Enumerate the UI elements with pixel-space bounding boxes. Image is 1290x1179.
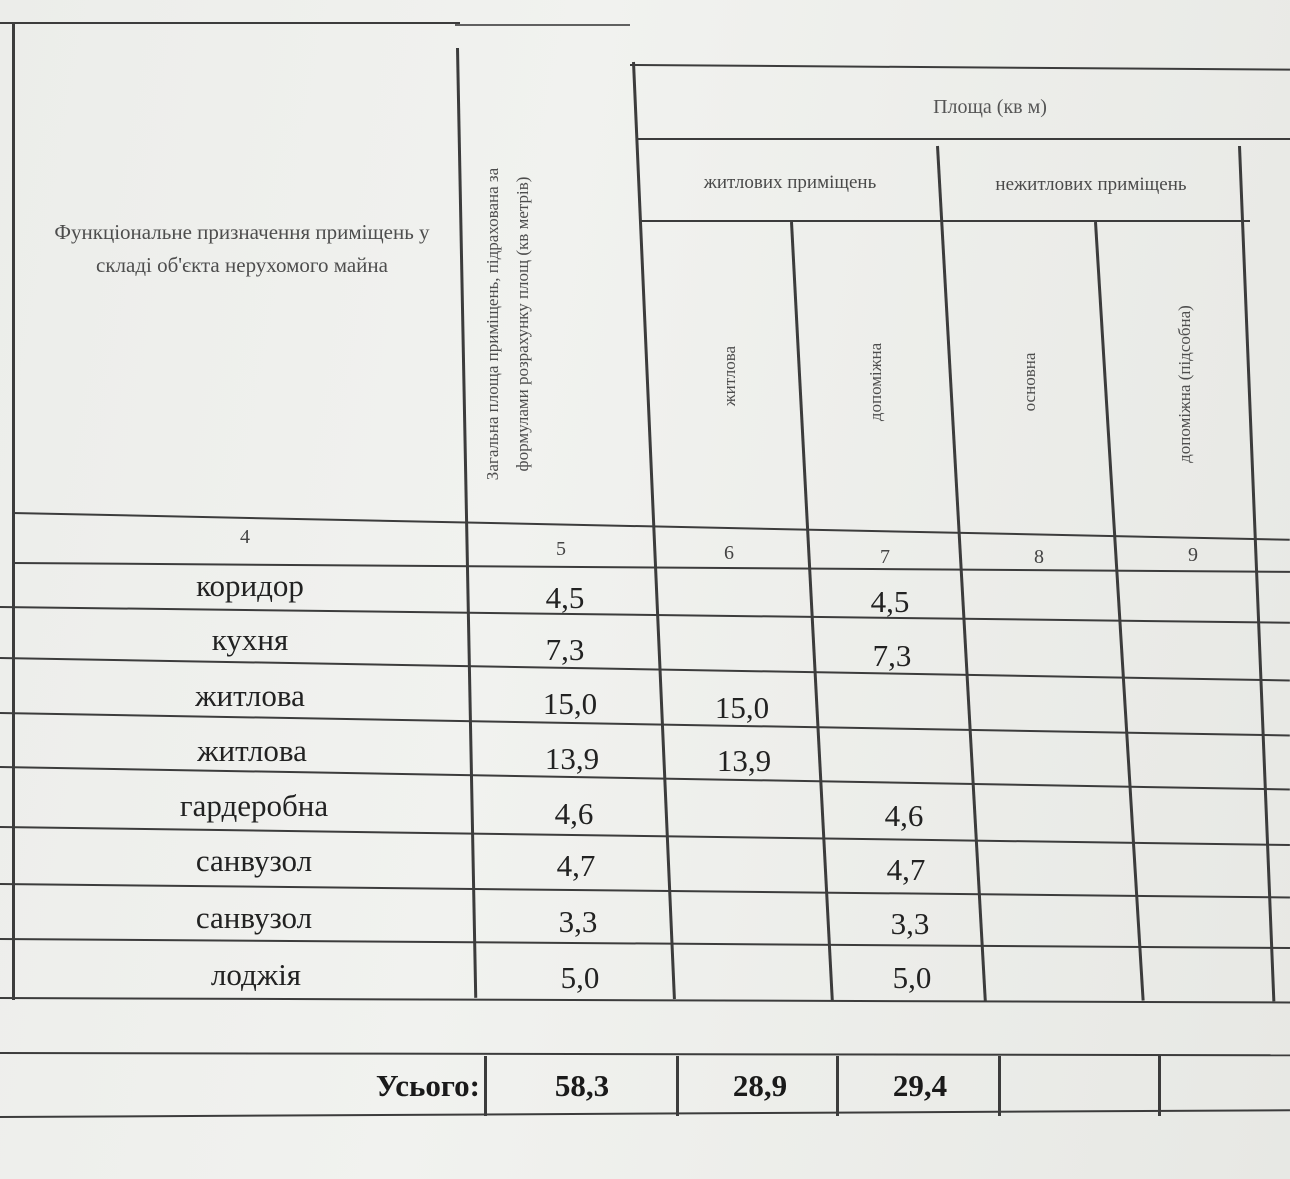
row-1-total: 4,5 — [545, 580, 585, 615]
top-underline — [455, 24, 630, 26]
row-3-living: 15,0 — [714, 690, 770, 725]
row-3-total: 15,0 — [542, 686, 598, 721]
totals-div-3 — [836, 1056, 839, 1116]
row-8-total: 5,0 — [560, 960, 600, 995]
row-2-name: кухня — [211, 622, 289, 657]
table-top-border — [0, 22, 460, 24]
col-divider-5 — [1094, 222, 1145, 1001]
row-7-aux: 3,3 — [890, 906, 930, 941]
totals-div-2 — [676, 1056, 679, 1116]
subheader-aux-service: допоміжна (підсобна) — [1175, 305, 1194, 463]
totals-total: 58,3 — [554, 1068, 610, 1103]
colnum-5: 5 — [556, 538, 566, 560]
totals-label: Усього: — [375, 1068, 480, 1103]
colnum-9: 9 — [1188, 544, 1198, 566]
row-1-name: коридор — [196, 568, 304, 603]
row-5-total: 4,6 — [554, 796, 594, 831]
nonresidential-group-title: нежитлових приміщень — [995, 174, 1187, 195]
area-group-divider — [636, 138, 1290, 140]
table-top-border-right — [630, 64, 1290, 71]
function-title: Функціональне призначення приміщень у складі об'єкта нерухомого майна — [54, 220, 430, 277]
col-divider-3 — [790, 222, 834, 1001]
totals-div-5 — [1158, 1056, 1161, 1116]
row-4-living: 13,9 — [716, 743, 772, 778]
row-6-name: санвузол — [195, 843, 313, 878]
col-divider-2 — [632, 62, 676, 999]
totals-div-4 — [998, 1056, 1001, 1116]
row-5-name: гардеробна — [179, 788, 329, 823]
row-8-aux: 5,0 — [892, 960, 932, 995]
row-7-total: 3,3 — [558, 904, 598, 939]
row-8-name: лоджія — [210, 957, 302, 992]
row-3-name: житлова — [195, 678, 305, 713]
row-4-name: житлова — [197, 733, 307, 768]
row-line-6 — [0, 883, 1290, 899]
totals-bottom-line — [0, 1109, 1290, 1118]
subheader-main: основна — [1020, 352, 1039, 412]
row-2-total: 7,3 — [545, 632, 585, 667]
col-divider-6 — [1238, 146, 1275, 1001]
row-line-4 — [0, 766, 1290, 791]
row-2-aux: 7,3 — [872, 638, 912, 673]
colnum-7: 7 — [880, 546, 890, 568]
totals-living: 28,9 — [732, 1068, 788, 1103]
colnum-6: 6 — [724, 542, 734, 564]
row-4-total: 13,9 — [544, 741, 600, 776]
subheader-auxiliary: допоміжна — [866, 342, 885, 422]
totals-aux: 29,4 — [892, 1068, 948, 1103]
subheader-living: житлова — [720, 345, 739, 407]
residential-group-title: житлових приміщень — [703, 172, 877, 193]
colnum-8: 8 — [1034, 546, 1044, 568]
colnum-4: 4 — [240, 526, 250, 548]
row-line-8 — [0, 997, 1290, 1004]
row-line-7 — [0, 938, 1290, 949]
row-5-aux: 4,6 — [884, 798, 924, 833]
group-sub-divider — [640, 220, 1250, 222]
row-1-aux: 4,5 — [870, 584, 910, 619]
totals-div-1 — [484, 1056, 487, 1116]
table-left-border — [12, 22, 15, 1000]
area-group-title: Площа (кв м) — [933, 96, 1047, 118]
row-6-total: 4,7 — [556, 848, 596, 883]
row-7-name: санвузол — [195, 900, 313, 935]
totals-top-line — [0, 1052, 1290, 1056]
row-6-aux: 4,7 — [886, 852, 926, 887]
total-area-title: Загальна площа приміщень, підрахована за формулами розрахунку площ (кв метрів) — [483, 167, 532, 481]
